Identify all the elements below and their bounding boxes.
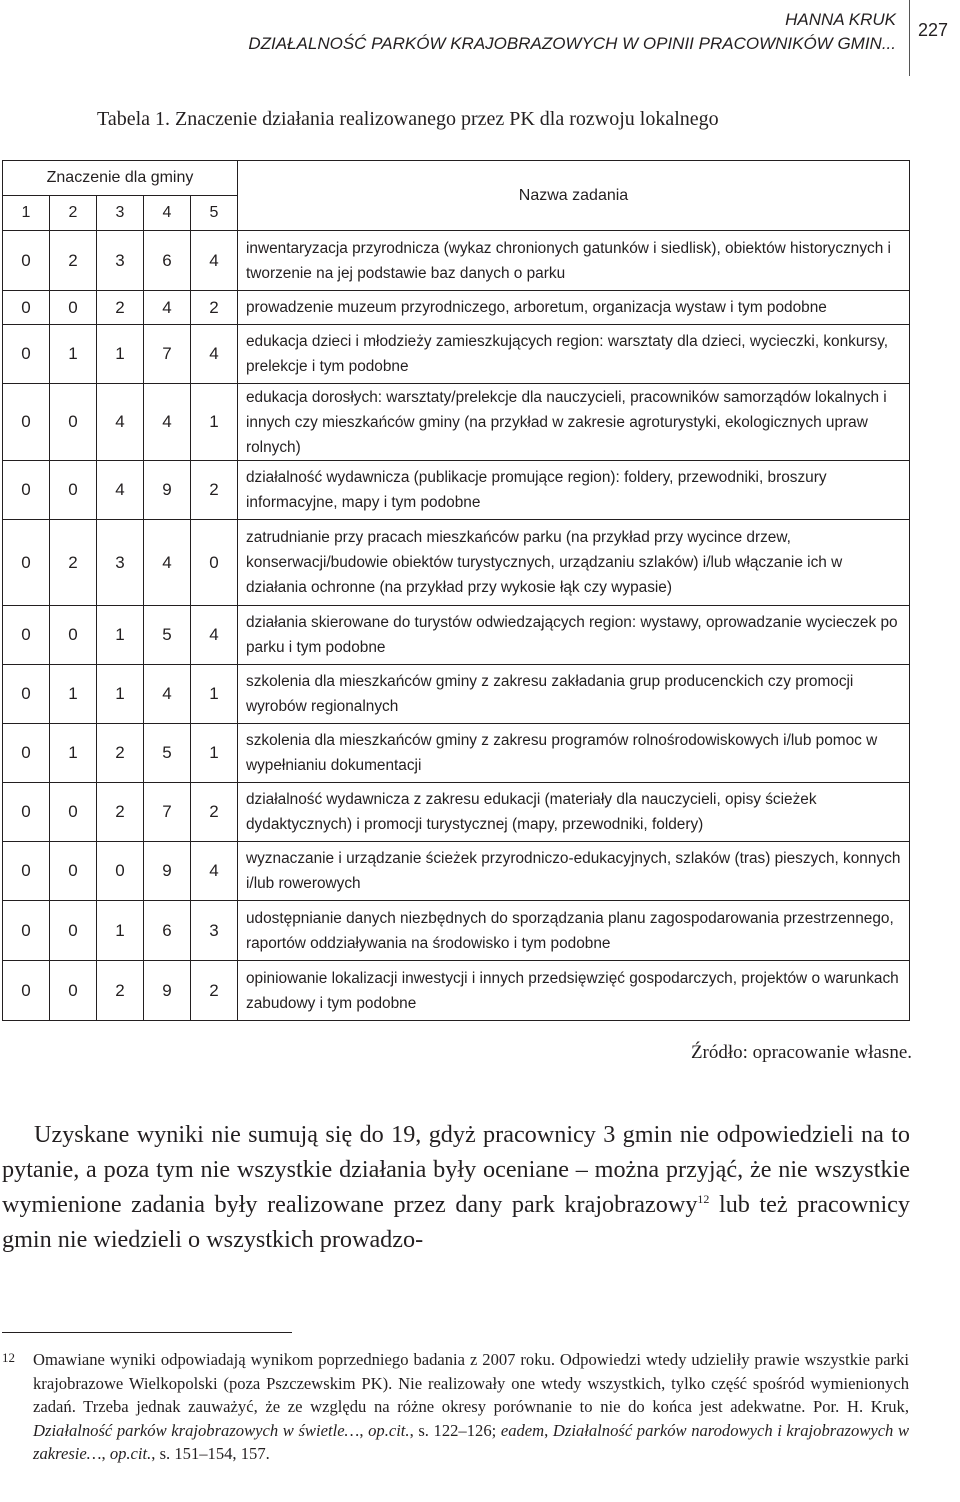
score-cell: 2 [191, 291, 238, 325]
score-cell: 4 [144, 665, 191, 724]
score-cell: 2 [50, 231, 97, 291]
score-cell: 3 [191, 901, 238, 961]
body-paragraph [2, 1117, 910, 1257]
score-cell: 3 [97, 520, 144, 606]
score-cell: 2 [97, 783, 144, 842]
table-row [3, 291, 910, 325]
score-cell: 4 [191, 231, 238, 291]
score-cell: 1 [50, 665, 97, 724]
task-cell: opiniowanie lokalizacji inwestycji i innych przedsięwzięć gospodarczych, projektów o warunkach zabudowy i tym podobne [238, 961, 910, 1021]
score-cell: 0 [3, 901, 50, 961]
score-cell: 1 [191, 724, 238, 783]
table-row [3, 724, 910, 783]
task-cell: edukacja dorosłych: warsztaty/prelekcje dla nauczycieli, pracowników samorządów lokalnych i innych czy mieszkańców gminy (na przykład w zakresie agroturystyki, ekologicznych upraw rolnych) [238, 384, 910, 461]
score-cell: 0 [3, 961, 50, 1021]
table-caption: Tabela 1. Znaczenie działania realizowanego przez PK dla rozwoju lokalnego [97, 108, 719, 130]
page-number: 227 [918, 20, 949, 40]
footnote-reference[interactable]: 12 [697, 1191, 710, 1206]
header-title: DZIAŁALNOŚĆ PARKÓW KRAJOBRAZOWYCH W OPINII PRACOWNIKÓW GMIN... [248, 34, 896, 53]
score-cell: 1 [191, 665, 238, 724]
table-row [3, 461, 910, 520]
score-cell: 0 [50, 384, 97, 461]
group-header: Znaczenie dla gminy [3, 161, 238, 196]
score-cell: 1 [97, 901, 144, 961]
task-cell: działania skierowane do turystów odwiedzających region: wystawy, oprowadzanie wycieczek po parku i tym podobne [238, 606, 910, 665]
score-header-cell: 1 [3, 196, 50, 231]
footnote-part: , [544, 1420, 553, 1440]
score-cell: 2 [97, 291, 144, 325]
footnote-cited-title: Działalność parków narodowych i krajobrazowych w zakresie… [33, 1420, 910, 1463]
score-cell: 6 [144, 231, 191, 291]
paragraph-text-continued: lub też pracownicy gmin nie wiedzieli o wszystkich prowadzo- [2, 1191, 910, 1253]
score-cell: 4 [144, 291, 191, 325]
score-cell: 0 [3, 384, 50, 461]
score-cell: 0 [3, 606, 50, 665]
score-cell: 0 [3, 325, 50, 384]
footnote-eadem: eadem [500, 1420, 545, 1440]
score-cell: 1 [97, 606, 144, 665]
header-divider [909, 0, 910, 76]
score-cell: 9 [144, 461, 191, 520]
paragraph-text: Uzyskane wyniki nie sumują się do 19, gdyż pracownicy 3 gmin nie odpowiedzieli na to pytanie, a poza tym nie wszystkie działania były oceniane – można przyjąć, że nie wszystkie wymienione zadania były realizowane przez dany park krajobrazowy [2, 1121, 910, 1218]
score-header-cell: 3 [97, 196, 144, 231]
score-cell: 0 [50, 783, 97, 842]
significance-table [2, 160, 910, 1021]
table-row [3, 842, 910, 901]
score-cell: 2 [97, 961, 144, 1021]
footnote-op-cit: op.cit. [368, 1420, 410, 1440]
task-cell: edukacja dzieci i młodzieży zamieszkujących region: warsztaty dla dzieci, wycieczki, konkursy, prelekcje i tym podobne [238, 325, 910, 384]
score-cell: 2 [191, 783, 238, 842]
table-row [3, 665, 910, 724]
score-cell: 4 [97, 384, 144, 461]
score-cell: 4 [191, 842, 238, 901]
task-cell: działalność wydawnicza (publikacje promujące region): foldery, przewodniki, broszury informacyjne, mapy i tym podobne [238, 461, 910, 520]
score-header-cell: 2 [50, 196, 97, 231]
task-cell: udostępnianie danych niezbędnych do sporządzania planu zagospodarowania przestrzennego, raportów oddziaływania na środowisko i tym podobne [238, 901, 910, 961]
score-cell: 4 [191, 606, 238, 665]
score-cell: 0 [50, 606, 97, 665]
footnote-part: , [359, 1420, 369, 1440]
task-cell: inwentaryzacja przyrodnicza (wykaz chronionych gatunków i siedlisk), obiektów historycznych i tworzenie na jej podstawie baz danych o parku [238, 231, 910, 291]
score-header-cell: 5 [191, 196, 238, 231]
score-cell: 9 [144, 961, 191, 1021]
score-cell: 0 [3, 461, 50, 520]
header-author: HANNA KRUK [785, 10, 896, 29]
score-cell: 9 [144, 842, 191, 901]
score-cell: 7 [144, 783, 191, 842]
footnote-cited-title: Działalność parków krajobrazowych w świetle… [33, 1420, 360, 1440]
score-cell: 1 [50, 724, 97, 783]
score-cell: 0 [191, 520, 238, 606]
table-row [3, 961, 910, 1021]
task-cell: prowadzenie muzeum przyrodniczego, arboretum, organizacja wystaw i tym podobne [238, 291, 910, 325]
score-cell: 5 [144, 606, 191, 665]
task-cell: działalność wydawnicza z zakresu edukacji (materiały dla nauczycieli, opisy ścieżek dydaktycznych) i promocji turystycznej (mapy, przewodniki, foldery) [238, 783, 910, 842]
score-cell: 0 [3, 724, 50, 783]
footnote-part: , s. 151–154, 157. [151, 1444, 270, 1463]
footnote-text [33, 1348, 909, 1466]
score-cell: 0 [50, 961, 97, 1021]
table-row [3, 325, 910, 384]
footnote-part: , [101, 1444, 110, 1463]
score-cell: 4 [144, 384, 191, 461]
table-row [3, 384, 910, 461]
footnote-number: 12 [2, 1350, 15, 1365]
score-cell: 1 [191, 384, 238, 461]
score-cell: 2 [50, 520, 97, 606]
table-row [3, 231, 910, 291]
task-header: Nazwa zadania [238, 161, 910, 231]
score-cell: 2 [191, 461, 238, 520]
score-cell: 3 [97, 231, 144, 291]
task-cell: szkolenia dla mieszkańców gminy z zakresu zakładania grup producenckich czy promocji wyrobów regionalnych [238, 665, 910, 724]
table-source: Źródło: opracowanie własne. [690, 1042, 912, 1063]
table-row [3, 783, 910, 842]
score-cell: 4 [144, 520, 191, 606]
table-row [3, 520, 910, 606]
footnote-part: , s. 122–126; [409, 1420, 501, 1440]
score-cell: 1 [97, 665, 144, 724]
score-cell: 0 [50, 901, 97, 961]
score-cell: 0 [3, 783, 50, 842]
table-row [3, 901, 910, 961]
table-row [3, 606, 910, 665]
score-cell: 0 [3, 231, 50, 291]
score-cell: 2 [97, 724, 144, 783]
footnote-separator [2, 1332, 292, 1333]
table-body [3, 231, 910, 1021]
score-cell: 5 [144, 724, 191, 783]
score-cell: 0 [50, 842, 97, 901]
running-header [160, 8, 896, 56]
score-cell: 2 [191, 961, 238, 1021]
task-cell: zatrudnianie przy pracach mieszkańców parku (na przykład przy wycince drzew, konserwacji/budowie obiektów turystycznych, urządzaniu szlaków) i/lub włączanie ich w działania ochronne (na przykład przy wykosie łąk czy wypasie) [238, 520, 910, 606]
score-cell: 4 [97, 461, 144, 520]
score-cell: 1 [97, 325, 144, 384]
score-cell: 0 [3, 842, 50, 901]
score-cell: 6 [144, 901, 191, 961]
task-cell: wyznaczanie i urządzanie ścieżek przyrodniczo-edukacyjnych, szlaków (tras) pieszych, konnych i/lub rowerowych [238, 842, 910, 901]
score-cell: 4 [191, 325, 238, 384]
score-cell: 0 [50, 291, 97, 325]
score-header-cell: 4 [144, 196, 191, 231]
score-cell: 0 [3, 520, 50, 606]
score-cell: 1 [50, 325, 97, 384]
footnote-part: Omawiane wyniki odpowiadają wynikom poprzedniego badania z 2007 roku. Odpowiedzi wtedy udzieliły prawie wszystkie parki krajobrazowe Wielkopolski (poza Pszczewskim PK). Nie realizowały one wtedy wszystkich, tylko część spośród wymienionych zadań. Trzeba jednak zauważyć, że ze względu na różne okresy porównanie to nie do końca jest adekwatne. Por. H. Kruk, [33, 1350, 909, 1416]
score-cell: 0 [3, 291, 50, 325]
footnote-op-cit: op.cit. [109, 1444, 152, 1463]
task-cell: szkolenia dla mieszkańców gminy z zakresu programów rolnośrodowiskowych i/lub pomoc w wypełnianiu dokumentacji [238, 724, 910, 783]
score-cell: 0 [97, 842, 144, 901]
score-cell: 0 [3, 665, 50, 724]
score-cell: 7 [144, 325, 191, 384]
score-cell: 0 [50, 461, 97, 520]
